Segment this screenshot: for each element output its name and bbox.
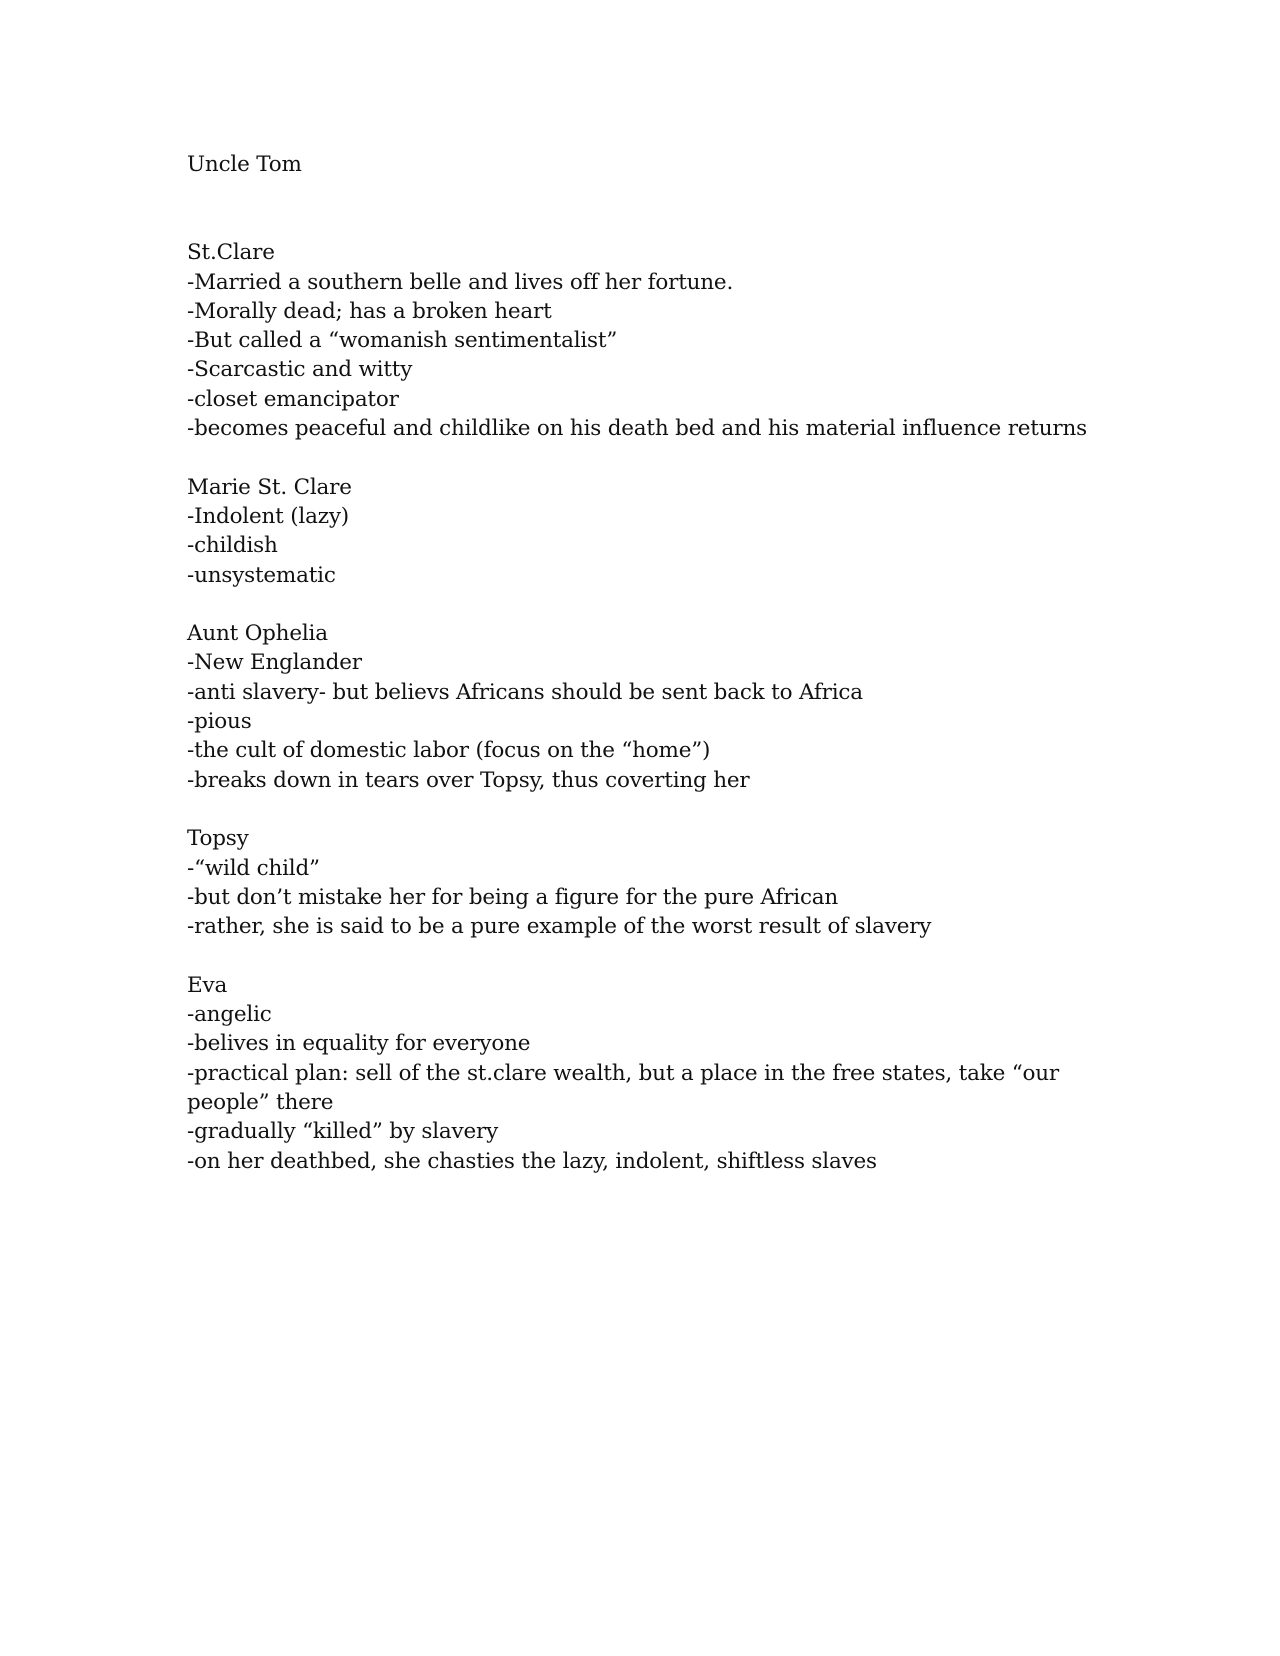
section-heading: St.Clare [187,240,275,266]
note-list [187,268,1087,444]
note-item: -but don’t mistake her for being a figure for the pure African [187,884,839,910]
note-item: -angelic [187,1002,272,1028]
section-heading: Marie St. Clare [187,474,352,500]
section-heading: Topsy [187,826,249,852]
note-item: -Indolent (lazy) [187,503,349,529]
note-item: -on her deathbed, she chasties the lazy, indolent, shiftless slaves [187,1148,877,1174]
note-list [187,648,1087,794]
note-item: -gradually “killed” by slavery [187,1119,499,1145]
note-list [187,502,1087,590]
note-item: -the cult of domestic labor (focus on the “home”) [187,738,711,764]
section-heading: Aunt Ophelia [187,621,328,647]
note-item: -pious [187,709,252,735]
note-list [187,854,1087,942]
note-item: -becomes peaceful and childlike on his death bed and his material influence returns [187,416,1087,442]
note-item: -childish [187,533,278,559]
note-item: -“wild child” [187,855,320,881]
note-item: -breaks down in tears over Topsy, thus coverting her [187,767,750,793]
note-item: -belives in equality for everyone [187,1031,531,1057]
note-item: -closet emancipator [187,386,399,412]
note-item: -New Englander [187,650,362,676]
note-item: -practical plan: sell of the st.clare wealth, but a place in the free states, take “our people” there [187,1060,1059,1115]
note-item: -rather, she is said to be a pure example of the worst result of slavery [187,914,932,940]
note-item: -unsystematic [187,562,336,588]
section-marie-st-clare [187,473,1087,590]
section-st-clare [187,238,1087,443]
note-item: -anti slavery- but believs Africans should be sent back to Africa [187,679,863,705]
note-item: -But called a “womanish sentimentalist” [187,328,618,354]
document-body [187,150,1087,1205]
section-aunt-ophelia [187,619,1087,795]
note-item: -Scarcastic and witty [187,357,413,383]
note-item: -Married a southern belle and lives off her fortune. [187,269,734,295]
section-heading: Eva [187,972,228,998]
note-item: -Morally dead; has a broken heart [187,298,552,324]
note-list [187,1000,1087,1176]
section-eva [187,971,1087,1176]
section-topsy [187,824,1087,941]
document-title: Uncle Tom [187,152,302,177]
